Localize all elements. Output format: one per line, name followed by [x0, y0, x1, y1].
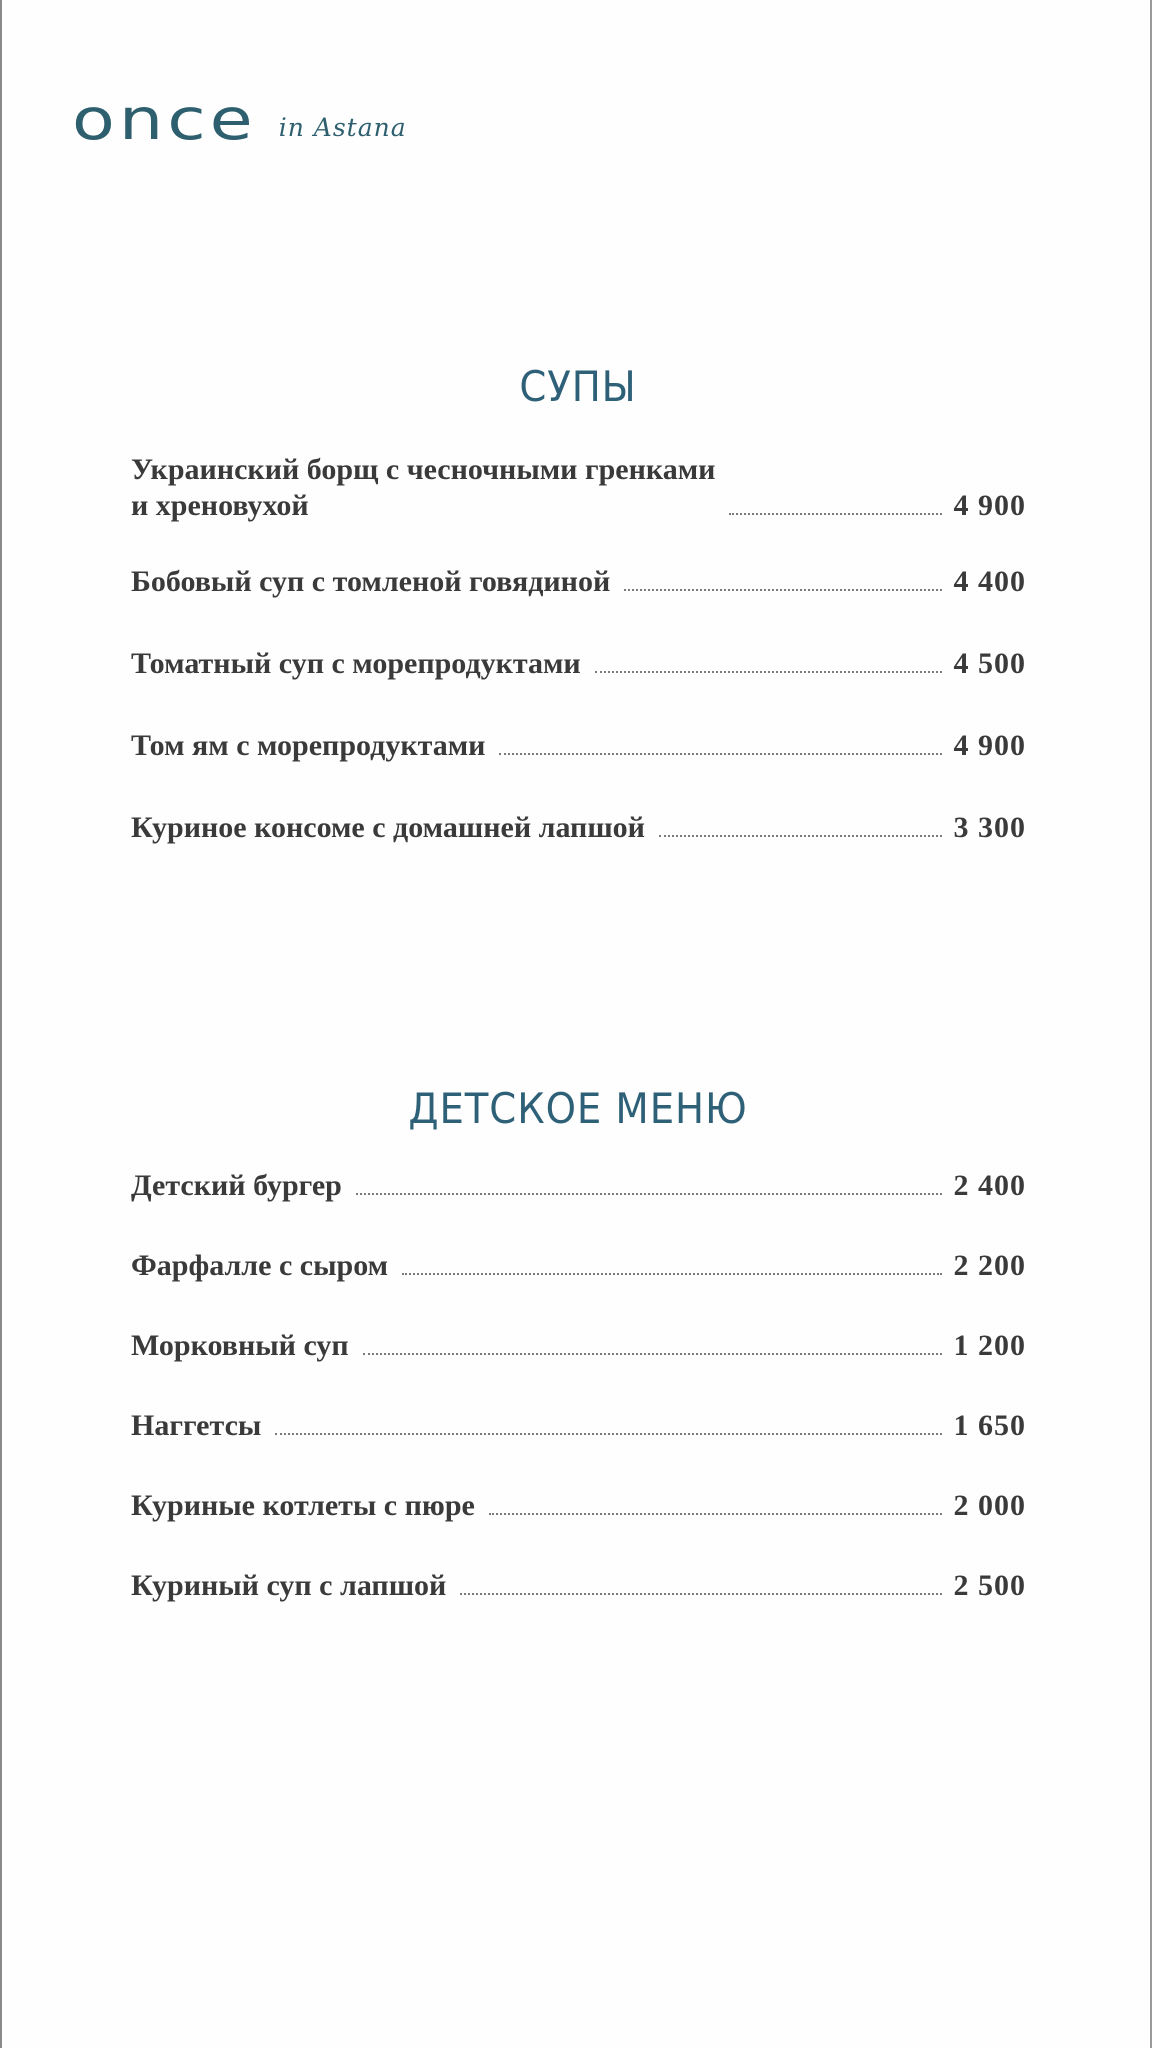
item-price: 2 500 [953, 1569, 1026, 1602]
section-title-kids-menu: ДЕТСКОЕ МЕНЮ [408, 1084, 748, 1133]
item-name-line1: Украинский борщ с чесночными гренками [131, 453, 716, 486]
dot-leader [363, 1353, 942, 1355]
item-name: Морковный суп [131, 1329, 349, 1362]
menu-item [131, 810, 1026, 846]
item-price: 4 900 [953, 729, 1026, 762]
item-price: 2 400 [953, 1169, 1026, 1202]
dot-leader [499, 753, 941, 755]
dot-leader [489, 1513, 942, 1515]
dot-leader [402, 1273, 941, 1275]
dot-leader [659, 835, 942, 837]
menu-item [131, 1408, 1026, 1444]
item-name: Детский бургер [131, 1169, 342, 1202]
brand-logo [72, 78, 407, 153]
item-price: 3 300 [953, 811, 1026, 844]
soups-list [131, 448, 1026, 846]
menu-item [131, 1568, 1026, 1604]
menu-item [131, 1328, 1026, 1364]
brand-subtitle: in Astana [278, 113, 407, 142]
item-price: 4 900 [953, 489, 1026, 522]
item-price: 1 200 [953, 1329, 1026, 1362]
menu-item [131, 728, 1026, 764]
menu-item [131, 448, 1026, 524]
item-name: Фарфалле с сыром [131, 1249, 389, 1282]
dot-leader [460, 1593, 941, 1595]
dot-leader [275, 1433, 941, 1435]
item-name: Бобовый суп с томленой говядиной [131, 565, 611, 598]
dot-leader [729, 513, 941, 515]
menu-item [131, 564, 1026, 600]
item-name: Томатный суп с морепродуктами [131, 647, 581, 680]
item-name-line2: и хреновухой [131, 489, 309, 522]
item-name: Куриный суп с лапшой [131, 1569, 447, 1602]
dot-leader [356, 1193, 942, 1195]
kids-menu-list [131, 1168, 1026, 1604]
item-price: 1 650 [953, 1409, 1026, 1442]
item-price: 4 500 [953, 647, 1026, 680]
item-name: Куриные котлеты с пюре [131, 1489, 475, 1522]
dot-leader [595, 671, 942, 673]
menu-item [131, 1168, 1026, 1204]
item-price: 4 400 [953, 565, 1026, 598]
menu-item [131, 1248, 1026, 1284]
item-name: Том ям с морепродуктами [131, 729, 486, 762]
menu-item [131, 646, 1026, 682]
item-name: Куриное консоме с домашней лапшой [131, 811, 645, 844]
item-price: 2 200 [953, 1249, 1026, 1282]
section-title-soups: СУПЫ [519, 362, 637, 411]
item-price: 2 000 [953, 1489, 1026, 1522]
dot-leader [624, 589, 941, 591]
menu-item [131, 1488, 1026, 1524]
brand-name: once [72, 85, 257, 153]
item-name: Наггетсы [131, 1409, 262, 1442]
